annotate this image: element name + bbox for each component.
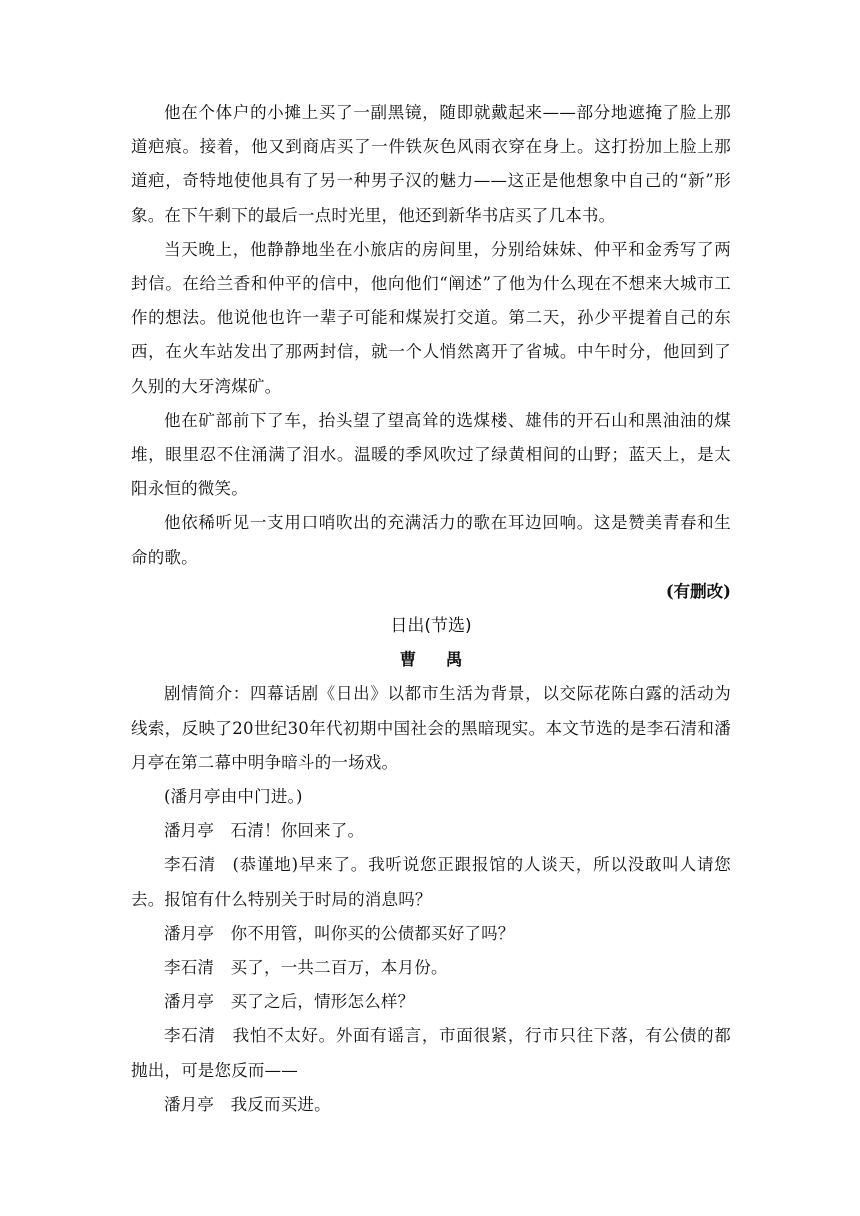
dialogue-line [131, 951, 731, 985]
speaker-name: 潘月亭 [164, 821, 215, 841]
stage-direction: (潘月亭由中门进。) [164, 787, 303, 807]
dialogue-line [131, 1088, 731, 1122]
dialogue-line [131, 917, 731, 951]
novel-paragraph-3: 他在矿部前下了车，抬头望了望高耸的选煤楼、雄伟的开石山和黑油油的煤堆，眼里忍不住涌满了泪水。温暖的季风吹过了绿黄相间的山野；蓝天上，是太阳永恒的微笑。 [131, 410, 731, 499]
novel-paragraph-4: 他依稀听见一支用口哨吹出的充满活力的歌在耳边回响。这是赞美青春和生命的歌。 [131, 513, 731, 567]
dialogue-text: (恭谨地)早来了。我听说您正跟报馆的人谈天，所以没敢叫人请您去。报馆有什么特别关于时局的消息吗？ [131, 855, 731, 909]
abridged-note: (有删改) [665, 581, 731, 601]
speaker-name: 李石清 [164, 855, 216, 875]
play-author: 曹 禺 [399, 650, 475, 670]
dialogue-line [131, 1019, 731, 1087]
dialogue-text: 我怕不太好。外面有谣言，市面很紧，行市只往下落，有公债的都抛出，可是您反而—— [131, 1026, 731, 1080]
speaker-name: 李石清 [164, 1026, 216, 1046]
document-body [131, 96, 731, 1122]
dialogue-text: 买了，一共二百万，本月份。 [230, 958, 448, 978]
speaker-name: 潘月亭 [164, 1094, 215, 1114]
speaker-name: 潘月亭 [164, 923, 215, 943]
play-title: 日出(节选) [390, 616, 472, 637]
dialogue-text: 我反而买进。 [230, 1094, 331, 1114]
dialogue-text: 石清！你回来了。 [230, 821, 365, 841]
dialogue-text: 你不用管，叫你买的公债都买好了吗？ [230, 923, 515, 943]
play-intro: 剧情简介：四幕话剧《日出》以都市生活为背景，以交际花陈白露的活动为线索，反映了20世纪30年代初期中国社会的黑暗现实。本文节选的是李石清和潘月亭在第二幕中明争暗斗的一场戏。 [131, 684, 731, 772]
speaker-name: 潘月亭 [164, 992, 215, 1012]
dialogue-line [131, 814, 731, 848]
speaker-name: 李石清 [164, 958, 215, 978]
novel-paragraph-2: 当天晚上，他静静地坐在小旅店的房间里，分别给妹妹、仲平和金秀写了两封信。在给兰香和仲平的信中，他向他们“阐述”了他为什么现在不想来大城市工作的想法。他说他也许一辈子可能和煤炭打交道。第二天，孙少平提着自己的东西，在火车站发出了那两封信，就一个人悄然离开了省城。中午时分，他回到了久别的大牙湾煤矿。 [131, 239, 731, 396]
novel-paragraph-1: 他在个体户的小摊上买了一副黑镜，随即就戴起来——部分地遮掩了脸上那道疤痕。接着，他又到商店买了一件铁灰色风雨衣穿在身上。这打扮加上脸上那道疤，奇特地使他具有了另一种男子汉的魅力——这正是他想象中自己的“新”形象。在下午剩下的最后一点时光里，他还到新华书店买了几本书。 [131, 103, 731, 225]
dialogue-line [131, 848, 731, 916]
dialogue-text: 买了之后，情形怎么样？ [230, 992, 415, 1012]
dialogue-line [131, 985, 731, 1019]
